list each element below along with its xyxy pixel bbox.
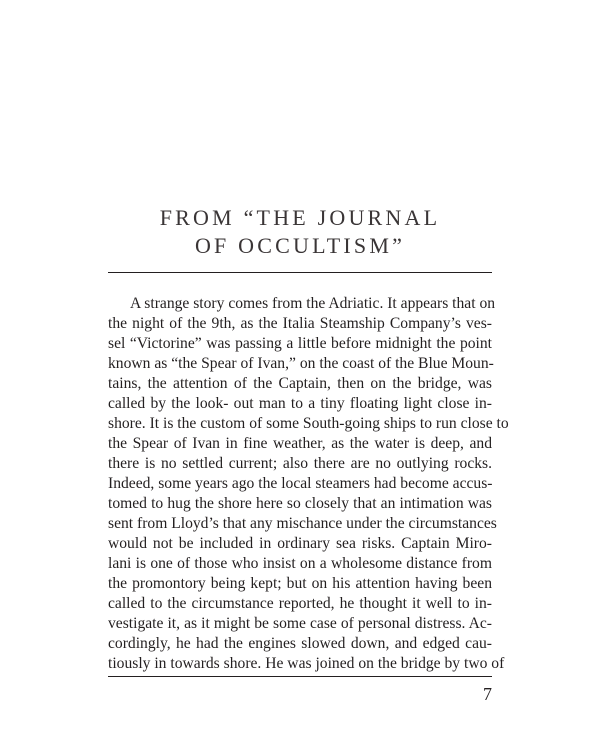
page-number: 7: [483, 684, 492, 704]
chapter-title: [108, 204, 492, 260]
chapter-title-line-1: FROM “THE JOURNAL: [159, 205, 441, 230]
text-line: called by the look- out man to a tiny floating light close in-: [108, 395, 492, 412]
title-divider: [108, 272, 492, 273]
chapter-title-line-2: OF OCCULTISM”: [194, 233, 406, 258]
text-line: the Spear of Ivan in fine weather, as the water is deep, and: [108, 435, 492, 452]
text-line: sent from Lloyd’s that any mischance under the circumstances: [108, 515, 497, 532]
text-line: the night of the 9th, as the Italia Steamship Company’s ves-: [108, 315, 492, 332]
text-line: A strange story comes from the Adriatic. It appears that on: [130, 295, 496, 312]
text-line: lani is one of those who insist on a wholesome distance from: [108, 555, 492, 572]
text-line: cordingly, he had the engines slowed down, and edged cau-: [108, 635, 492, 652]
text-line: sel “Victorine” was passing a little before midnight the point: [108, 335, 492, 352]
text-line: vestigate it, as it might be some case of personal distress. Ac-: [108, 615, 492, 632]
text-line: tains, the attention of the Captain, then on the bridge, was: [108, 375, 492, 392]
body-paragraph: [108, 294, 509, 674]
text-line: called to the circumstance reported, he thought it well to in-: [108, 595, 492, 612]
text-line: tomed to hug the shore here so closely that an intimation was: [108, 495, 492, 512]
text-line: known as “the Spear of Ivan,” on the coast of the Blue Moun-: [108, 355, 494, 372]
text-line: the promontory being kept; but on his attention having been: [108, 575, 492, 592]
text-line: tiously in towards shore. He was joined on the bridge by two of: [108, 655, 505, 672]
text-line: Indeed, some years ago the local steamers had become accus-: [108, 475, 493, 492]
text-line: shore. It is the custom of some South-going ships to run close to: [108, 415, 509, 432]
text-line: there is no settled current; also there are no outlying rocks.: [108, 455, 492, 472]
footer-divider: [108, 676, 492, 677]
text-line: would not be included in ordinary sea risks. Captain Miro-: [108, 535, 492, 552]
